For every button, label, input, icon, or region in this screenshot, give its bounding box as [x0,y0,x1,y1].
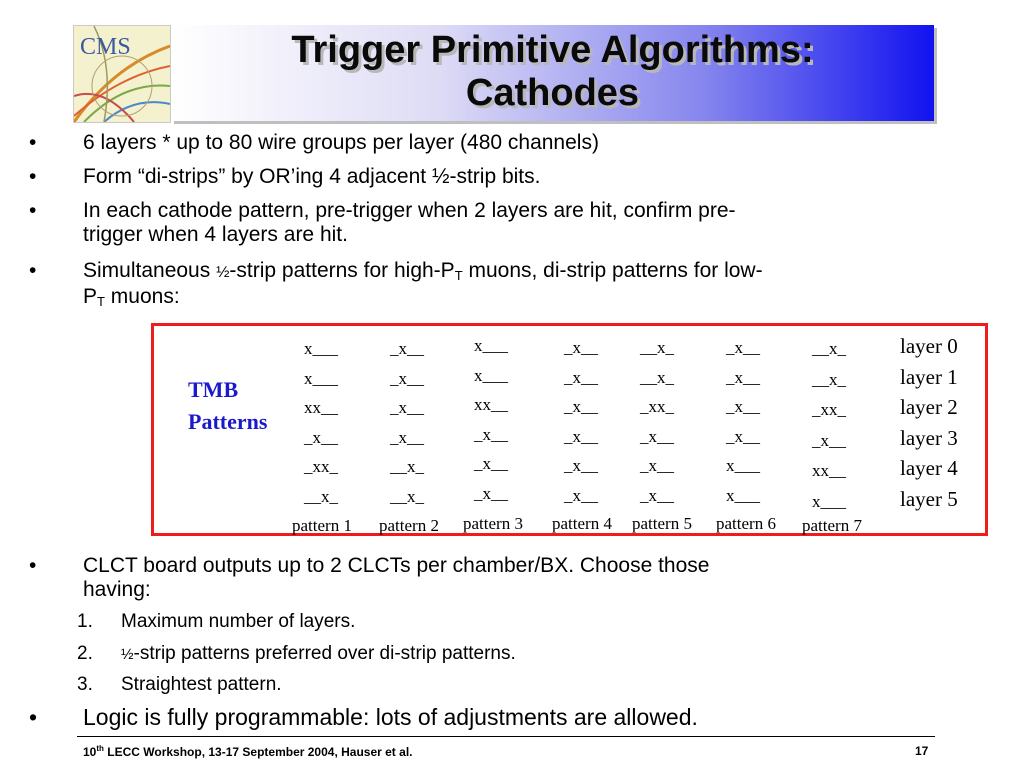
layer-label: layer 5 [900,486,958,511]
pattern-6-column [726,333,760,510]
pattern-row: _x__ [640,426,674,446]
text-run: LECC Workshop, 13-17 September 2004, Hauser et al. [103,745,413,759]
pattern-row: _x__ [564,367,598,387]
superscript: th [96,744,104,753]
pattern-row: _x__ [564,456,598,475]
bullet-marker: • [29,199,37,222]
item-text: Maximum number of layers. [121,611,356,632]
pattern-row: _xx_ [812,400,846,419]
pattern-row: x___ [304,368,338,388]
page-number: 17 [915,744,929,758]
pattern-row: _x__ [474,454,508,473]
half-symbol: ½ [121,646,134,663]
pattern-row: x___ [304,339,338,358]
pattern-4-column [564,333,598,510]
bullet-marker: • [29,259,37,282]
pattern-row: _x__ [304,427,338,447]
pattern-row: _x__ [390,368,424,388]
tmb-label-line-2: Patterns [188,409,268,434]
pattern-row: _x__ [564,338,598,357]
title-line-1: Trigger Primitive Algorithms: [291,29,814,71]
pattern-row: _x__ [564,485,598,505]
text-run: 10 [83,745,97,759]
pattern-row: x___ [726,485,760,505]
pattern-2-column [390,334,424,511]
pattern-row: _x__ [564,426,598,446]
pattern-label: pattern 3 [463,514,523,533]
item-number: 3. [77,674,93,695]
pattern-label: pattern 2 [379,516,439,535]
bullet-text: Form “di-strips” by OR’ing 4 adjacent ½-strip bits. [83,165,541,188]
subscript: T [97,294,105,309]
text-run: muons, di-strip patterns for low- [462,259,763,282]
bullet-marker: • [29,165,37,188]
bullet-line-2: having: [83,578,151,601]
pattern-row: __x_ [812,369,846,389]
pattern-row: _xx_ [640,397,674,416]
bullet-marker: • [29,131,37,154]
pattern-row: _x__ [726,397,760,416]
pattern-row: _x__ [390,398,424,417]
layer-label: layer 3 [900,425,958,450]
pattern-row: _x__ [390,427,424,447]
text-run: P [83,285,98,308]
layer-label: layer 2 [900,395,958,420]
pattern-row: __x_ [812,339,846,358]
bullet-text [83,259,963,309]
tmb-label-line-1: TMB [188,377,239,402]
pattern-1-column [304,334,338,511]
subscript: T [454,268,463,283]
footer-divider [77,736,935,737]
layer-label: layer 0 [900,334,958,358]
pattern-row: _x__ [812,430,846,450]
tmb-patterns-label [188,374,267,438]
pattern-label: pattern 6 [716,514,776,533]
bullet-line-1: CLCT board outputs up to 2 CLCTs per chamber/BX. Choose those [83,554,710,577]
text-run: muons: [104,285,180,308]
bullet-text [83,554,963,602]
pattern-row: __x_ [640,338,674,357]
pattern-label: pattern 7 [802,516,862,535]
pattern-row: x___ [726,456,760,475]
pattern-row: _xx_ [304,457,338,476]
pattern-row: _x__ [640,456,674,475]
logo-text: CMS [80,34,131,60]
item-number: 2. [77,643,93,664]
text-run: -strip patterns for high-P [229,259,455,282]
title-banner [171,25,934,121]
layer-labels [900,331,958,515]
pattern-row: x___ [812,491,846,511]
pattern-row: xx__ [812,461,846,480]
pattern-row: _x__ [390,339,424,358]
half-symbol: ½ [216,264,230,281]
text-run: Simultaneous [83,259,217,282]
pattern-row: __x_ [390,486,424,506]
pattern-row: xx__ [304,398,338,417]
slide-title [171,29,934,115]
pattern-label: pattern 4 [552,514,612,533]
pattern-row: __x_ [304,486,338,506]
pattern-row: __x_ [390,457,424,476]
text-run: -strip patterns preferred over di-strip patterns. [133,643,516,664]
pattern-5-column [640,333,674,510]
bullet-marker: • [29,704,38,730]
layer-label: layer 1 [900,364,958,389]
layer-label: layer 4 [900,456,958,481]
pattern-row: _x__ [474,424,508,444]
cms-logo [73,25,171,123]
pattern-label: pattern 1 [292,516,352,535]
pattern-3-column [474,331,508,508]
item-text: Straightest pattern. [121,674,282,695]
bullet-text: 6 layers * up to 80 wire groups per layer (480 channels) [83,131,599,154]
pattern-row: x___ [474,365,508,385]
footer-text [83,744,412,759]
pattern-row: _x__ [640,485,674,505]
pattern-row: _x__ [726,338,760,357]
item-text [121,643,516,666]
pattern-7-column [812,334,846,517]
bullet-text: Logic is fully programmable: lots of adjustments are allowed. [83,704,698,730]
bullet-marker: • [29,554,37,577]
pattern-row: _x__ [726,426,760,446]
bullet-text [83,199,963,247]
pattern-row: _x__ [726,367,760,387]
pattern-row: x___ [474,336,508,355]
bullet-line-2: trigger when 4 layers are hit. [83,223,348,246]
pattern-row: _x__ [474,483,508,503]
bullet-line-1: In each cathode pattern, pre-trigger when 2 layers are hit, confirm pre- [83,199,736,222]
title-line-2: Cathodes [465,72,640,114]
pattern-row: xx__ [474,395,508,414]
pattern-label: pattern 5 [632,514,692,533]
pattern-row: __x_ [640,367,674,387]
item-number: 1. [77,611,93,632]
pattern-row: _x__ [564,397,598,416]
